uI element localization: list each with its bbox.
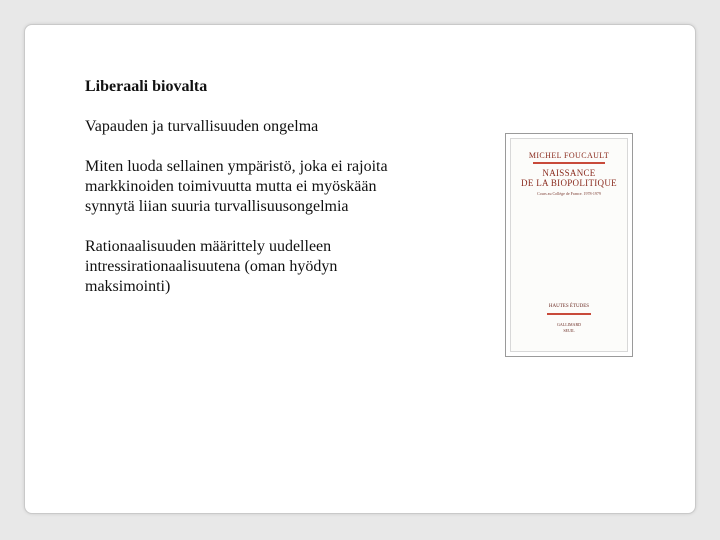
book-red-rule [547, 313, 591, 315]
book-author: MICHEL FOUCAULT [528, 151, 610, 160]
book-title-line: NAISSANCE [542, 168, 596, 178]
bullet-text: Vapauden ja turvallisuuden ongelma [85, 118, 319, 135]
bullet-text: Rationaalisuuden määrittely uudelleen intressirationaalisuutena (oman hyödyn maksimointi) [85, 238, 338, 295]
book-imprint [511, 322, 627, 334]
book-imprint-line: SEUIL [563, 328, 575, 333]
book-subtitle: Cours au Collège de France. 1978-1979 [537, 191, 601, 196]
book-cover [510, 138, 628, 352]
slide [24, 24, 696, 514]
book-title-line: DE LA BIOPOLITIQUE [521, 178, 617, 188]
book-title [511, 168, 627, 188]
book-publisher: HAUTES ÉTUDES [548, 304, 590, 309]
book-imprint-line: GALLIMARD [557, 322, 581, 327]
bullet-text: Miten luoda sellainen ympäristö, joka ei rajoita markkinoiden toimivuutta mutta ei myöskään synnytä liian suuria turvallisuusongelmia [85, 158, 388, 215]
book-cover-image [505, 133, 633, 357]
slide-content [85, 77, 415, 317]
book-red-rule [533, 162, 605, 164]
slide-title: Liberaali biovalta [85, 78, 208, 95]
